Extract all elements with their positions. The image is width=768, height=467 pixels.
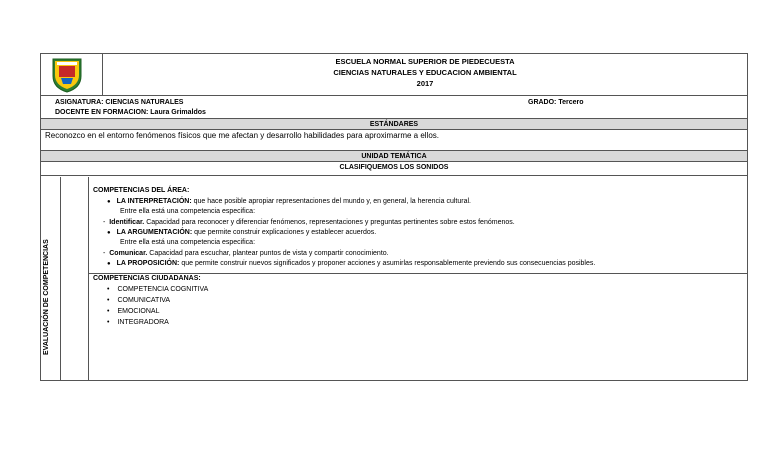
argumentacion-label: ● LA ARGUMENTACIÓN: — [107, 229, 192, 236]
argumentacion-text: que permite construir explicaciones y establecer acuerdos. — [192, 229, 377, 236]
identificar-text: Capacidad para reconocer y diferenciar fenómenos, representaciones y preguntas pertinentes sobre estos fenómenos. — [144, 219, 515, 226]
side-label: EVALUACIÓN DE COMPETENCIAS — [43, 239, 50, 355]
competencias-content — [89, 177, 747, 380]
side-column — [41, 177, 89, 380]
year: 2017 — [416, 79, 434, 88]
estandares-title: ESTÁNDARES — [41, 119, 747, 130]
docente-label: DOCENTE EN FORMACION: Laura Grimaldos — [55, 109, 206, 116]
ciudadana-item: • INTEGRADORA — [107, 319, 169, 326]
proposicion-label: ● LA PROPOSICIÓN: — [107, 260, 179, 267]
interpretacion-item — [107, 198, 471, 205]
ciudadana-item: • COMUNICATIVA — [107, 297, 170, 304]
header-row — [41, 54, 747, 96]
asignatura-label: ASIGNATURA: CIENCIAS NATURALES — [55, 99, 184, 106]
proposicion-text: que permite construir nuevos significados y proponer acciones y asumirlas responsablemente previendo sus consecuencias posibles. — [179, 260, 596, 267]
ciudadanas-title: COMPETENCIAS CIUDADANAS: — [93, 275, 201, 282]
ciudadana-item: • EMOCIONAL — [107, 308, 159, 315]
comunicar-text: Capacidad para escuchar, plantear puntos de vista y compartir conocimiento. — [147, 250, 389, 257]
shield-icon — [41, 54, 103, 95]
interpretacion-sub: Entre ella está una competencia especifica: — [120, 208, 256, 215]
area-title: COMPETENCIAS DEL ÁREA: — [93, 187, 190, 194]
divider — [89, 273, 747, 274]
argumentacion-item — [107, 229, 376, 236]
school-name: ESCUELA NORMAL SUPERIOR DE PIEDECUESTA — [335, 57, 515, 66]
identificar-item: - Identificar. Capacidad para reconocer y diferenciar fenómenos, representaciones y preguntas pertinentes sobre estos fenómenos. — [103, 219, 515, 226]
subject-title: CIENCIAS NATURALES Y EDUCACION AMBIENTAL — [333, 68, 517, 77]
proposicion-item — [107, 260, 595, 267]
ciudadana-item: • COMPETENCIA COGNITIVA — [107, 286, 208, 293]
grado-label: GRADO: Tercero — [528, 99, 584, 106]
planning-sheet — [40, 53, 748, 381]
comunicar-label: Comunicar. — [109, 250, 148, 257]
interpretacion-text: que hace posible apropiar representaciones del mundo y, en general, la herencia cultural. — [191, 198, 471, 205]
estandares-text: Reconozco en el entorno fenómenos físicos que me afectan y desarrollo habilidades para aproximarme a ellos. — [41, 130, 747, 151]
unidad-subtitle: CLASIFIQUEMOS LOS SONIDOS — [41, 162, 747, 176]
interpretacion-label: ● LA INTERPRETACIÓN: — [107, 198, 192, 205]
unidad-title: UNIDAD TEMÁTICA — [41, 151, 747, 162]
side-label-cell — [41, 177, 61, 380]
identificar-label: Identificar. — [109, 219, 145, 226]
school-logo — [41, 54, 103, 95]
argumentacion-sub: Entre ella está una competencia especifica: — [120, 239, 256, 246]
comunicar-item: - Comunicar. Capacidad para escuchar, plantear puntos de vista y compartir conocimiento. — [103, 250, 389, 257]
info-row — [41, 96, 747, 119]
header-title-block — [103, 54, 747, 97]
